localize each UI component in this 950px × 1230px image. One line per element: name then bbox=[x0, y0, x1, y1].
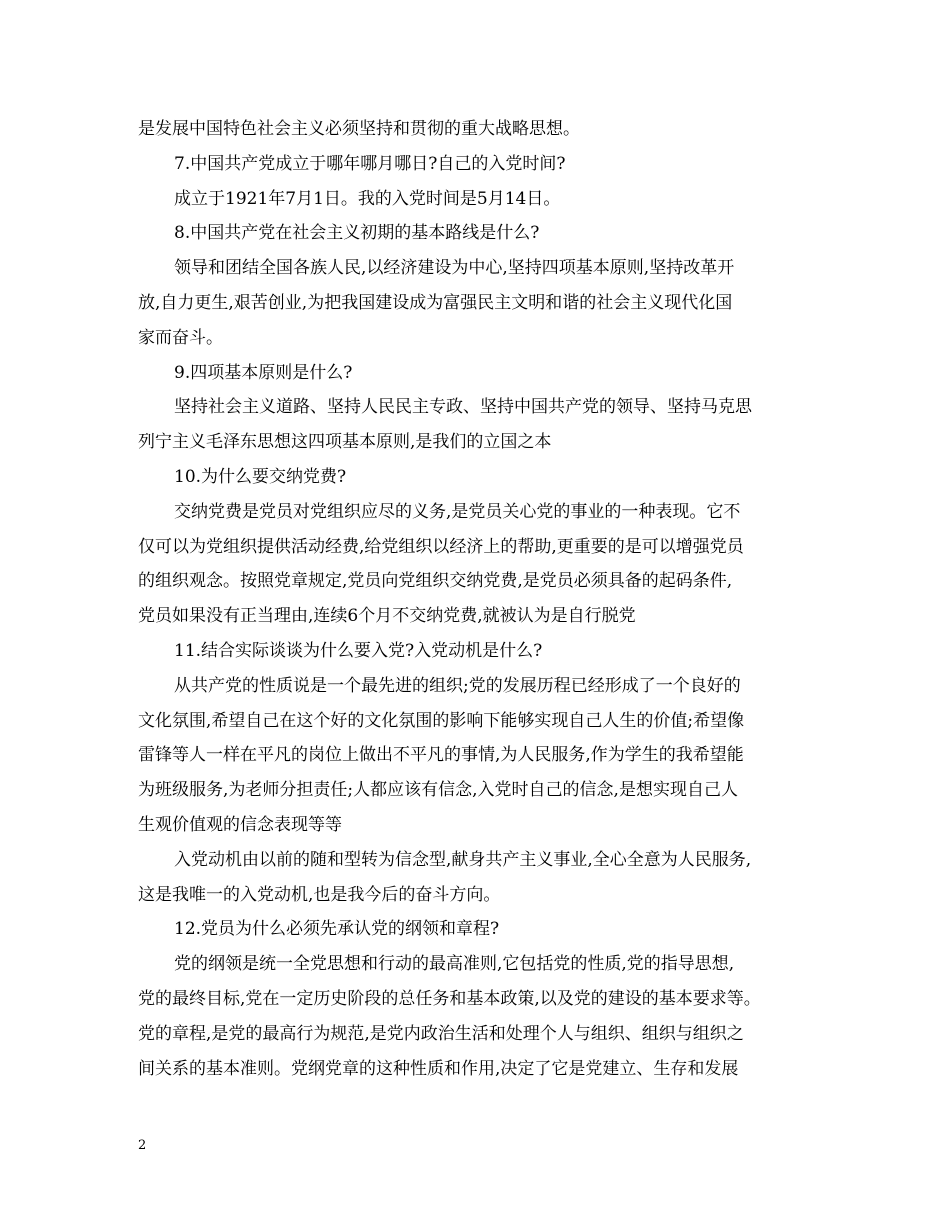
text-line: 仅可以为党组织提供活动经费,给党组织以经济上的帮助,更重要的是可以增强党员 bbox=[138, 536, 744, 557]
text-line: 党的最终目标,党在一定历史阶段的总任务和基本政策,以及党的建设的基本要求等。 bbox=[138, 988, 761, 1009]
text-line: 间关系的基本准则。党纲党章的这种性质和作用,决定了它是党建立、生存和发展 bbox=[138, 1058, 739, 1079]
text-line: 为班级服务,为老师分担责任;人都应该有信念,入党时自己的信念,是想实现自己人 bbox=[138, 780, 738, 801]
text-line: 这是我唯一的入党动机,也是我今后的奋斗方向。 bbox=[138, 884, 501, 905]
text-line: 领导和团结全国各族人民,以经济建设为中心,坚持四项基本原则,坚持改革开 bbox=[174, 258, 735, 279]
text-line: 7.中国共产党成立于哪年哪月哪日?自己的入党时间? bbox=[174, 153, 566, 174]
text-line: 10.为什么要交纳党费? bbox=[174, 466, 347, 487]
page-number: 2 bbox=[138, 1138, 147, 1153]
text-line: 党员如果没有正当理由,连续6个月不交纳党费,就被认为是自行脱党 bbox=[138, 606, 636, 627]
text-line: 8.中国共产党在社会主义初期的基本路线是什么? bbox=[174, 223, 540, 244]
text-line: 放,自力更生,艰苦创业,为把我国建设成为富强民主文明和谐的社会主义现代化国 bbox=[138, 292, 733, 313]
text-line: 家而奋斗。 bbox=[138, 327, 223, 348]
text-line: 交纳党费是党员对党组织应尽的义务,是党员关心党的事业的一种表现。它不 bbox=[174, 501, 741, 522]
text-line: 12.党员为什么必须先承认党的纲领和章程? bbox=[174, 919, 500, 940]
text-line: 9.四项基本原则是什么? bbox=[174, 362, 353, 383]
text-line: 生观价值观的信念表现等等 bbox=[138, 814, 342, 835]
text-line: 雷锋等人一样在平凡的岗位上做出不平凡的事情,为人民服务,作为学生的我希望能 bbox=[138, 745, 744, 766]
document-body bbox=[138, 112, 813, 1086]
text-line: 文化氛围,希望自己在这个好的文化氛围的影响下能够实现自己人生的价值;希望像 bbox=[138, 710, 745, 731]
text-line: 党的章程,是党的最高行为规范,是党内政治生活和处理个人与组织、组织与组织之 bbox=[138, 1023, 744, 1044]
text-line: 列宁主义毛泽东思想这四项基本原则,是我们的立国之本 bbox=[138, 432, 552, 453]
text-line: 入党动机由以前的随和型转为信念型,献身共产主义事业,全心全意为人民服务, bbox=[174, 849, 752, 870]
text-line: 党的纲领是统一全党思想和行动的最高准则,它包括党的性质,党的指导思想, bbox=[174, 954, 735, 975]
text-line: 的组织观念。按照党章规定,党员向党组织交纳党费,是党员必须具备的起码条件, bbox=[138, 571, 733, 592]
text-line: 坚持社会主义道路、坚持人民民主专政、坚持中国共产党的领导、坚持马克思 bbox=[174, 397, 752, 418]
text-line: 从共产党的性质说是一个最先进的组织;党的发展历程已经形成了一个良好的 bbox=[174, 675, 741, 696]
text-line: 11.结合实际谈谈为什么要入党?入党动机是什么? bbox=[174, 640, 543, 661]
text-line: 是发展中国特色社会主义必须坚持和贯彻的重大战略思想。 bbox=[138, 119, 580, 139]
text-line: 成立于1921年7月1日。我的入党时间是5月14日。 bbox=[174, 188, 561, 209]
